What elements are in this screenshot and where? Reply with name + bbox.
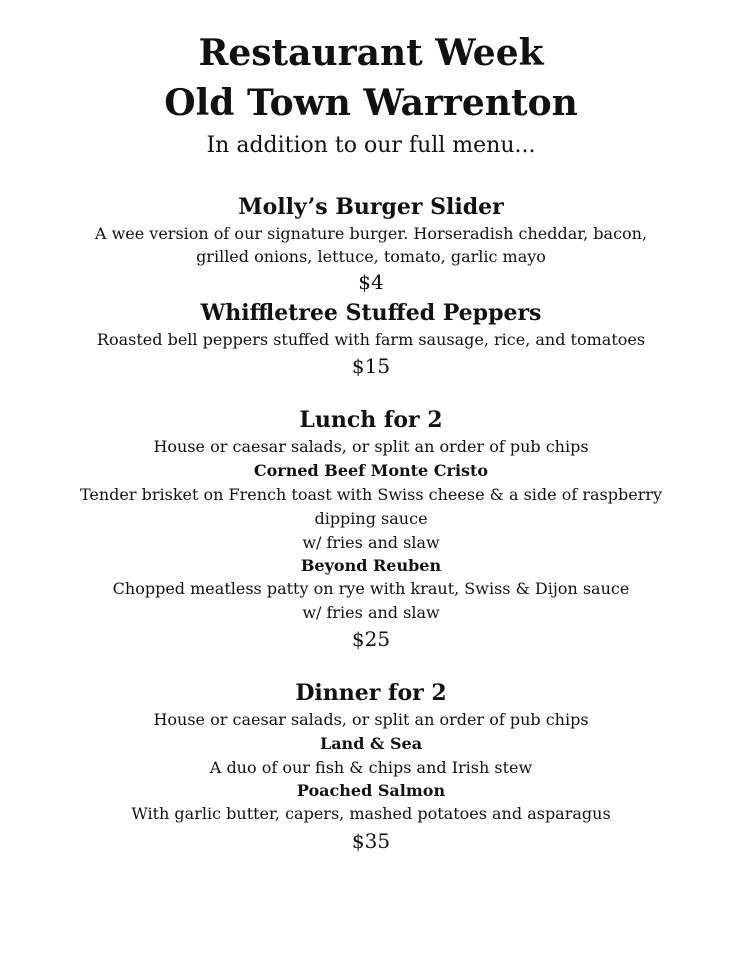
lunch-option-monte-cristo: Corned Beef Monte Cristo <box>253 461 489 480</box>
dinner-option-poached-salmon: Poached Salmon <box>296 781 446 800</box>
item-desc-burger-slider-1: A wee version of our signature burger. Horseradish cheddar, bacon, <box>94 224 648 243</box>
dinner-option-land-sea: Land & Sea <box>319 734 423 753</box>
dinner-starter: House or caesar salads, or split an order of pub chips <box>153 710 589 729</box>
item-price-burger-slider: $4 <box>358 270 384 294</box>
dinner-heading: Dinner for 2 <box>295 680 447 706</box>
lunch-price: $25 <box>351 627 391 651</box>
title-line-1: Restaurant Week <box>198 32 544 74</box>
title-line-2: Old Town Warrenton <box>164 82 578 124</box>
item-price-stuffed-peppers: $15 <box>351 354 391 378</box>
lunch-heading: Lunch for 2 <box>299 407 443 433</box>
item-desc-stuffed-peppers: Roasted bell peppers stuffed with farm sausage, rice, and tomatoes <box>96 330 646 349</box>
dinner-desc-land-sea: A duo of our fish & chips and Irish stew <box>209 758 533 777</box>
intro-text: In addition to our full menu... <box>206 133 536 158</box>
lunch-desc-monte-cristo-1: Tender brisket on French toast with Swiss cheese & a side of raspberry <box>79 485 663 504</box>
lunch-option-beyond-reuben: Beyond Reuben <box>300 556 442 575</box>
item-name-stuffed-peppers: Whiffletree Stuffed Peppers <box>200 300 542 326</box>
item-name-burger-slider: Molly’s Burger Slider <box>238 194 504 220</box>
item-desc-burger-slider-2: grilled onions, lettuce, tomato, garlic mayo <box>196 247 546 266</box>
dinner-desc-poached-salmon: With garlic butter, capers, mashed potatoes and asparagus <box>131 804 611 823</box>
lunch-side-monte-cristo: w/ fries and slaw <box>302 533 440 552</box>
dinner-price: $35 <box>351 829 391 853</box>
lunch-starter: House or caesar salads, or split an order of pub chips <box>153 437 589 456</box>
lunch-desc-monte-cristo-2: dipping sauce <box>314 509 428 528</box>
lunch-desc-beyond-reuben: Chopped meatless patty on rye with kraut, Swiss & Dijon sauce <box>112 579 630 598</box>
lunch-side-beyond-reuben: w/ fries and slaw <box>302 603 440 622</box>
